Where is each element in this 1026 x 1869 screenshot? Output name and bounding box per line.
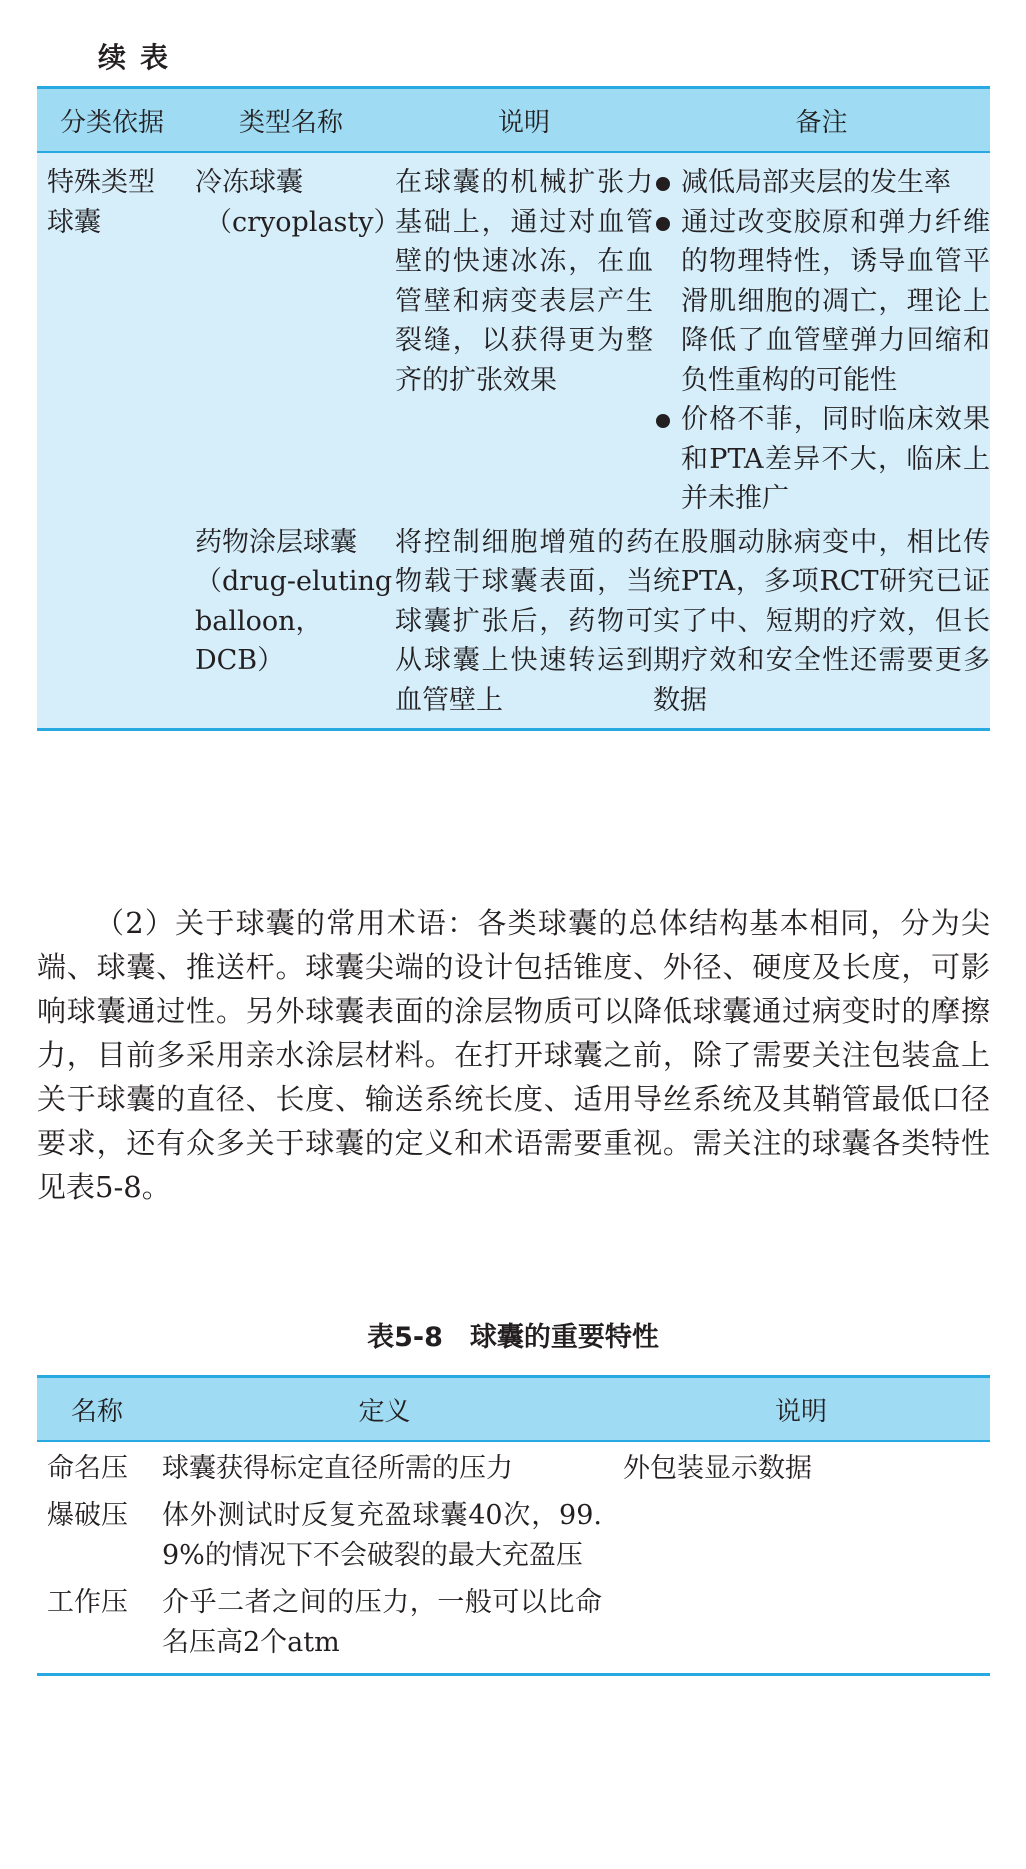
type-description: 将控制细胞增殖的药物载于球囊表面，当球囊扩张后，药物可从球囊上快速转运到血管壁上	[395, 526, 653, 716]
property-name: 工作压	[47, 1587, 128, 1618]
type-name-main: 冷冻球囊	[195, 167, 303, 198]
type-name	[187, 523, 395, 721]
table-header	[37, 89, 990, 153]
table-row	[37, 519, 990, 729]
table-row	[37, 1576, 990, 1673]
property-note	[612, 1496, 990, 1576]
body-paragraph: （2）关于球囊的常用术语：各类球囊的总体结构基本相同，分为尖端、球囊、推送杆。球囊尖端的设计包括锥度、外径、硬度及长度，可影响球囊通过性。另外球囊表面的涂层物质可以降低球囊通过病变时的摩擦力，目前多采用亲水涂层材料。在打开球囊之前，除了需要关注包装盒上关于球囊的直径、长度、输送系统长度、适用导丝系统及其鞘管最低口径要求，还有众多关于球囊的定义和术语需要重视。需关注的球囊各类特性见表5-8。	[37, 906, 990, 1204]
type-name	[187, 163, 401, 519]
table-row	[37, 153, 990, 519]
property-note	[612, 1583, 990, 1663]
property-name: 命名压	[47, 1453, 128, 1484]
table-header	[37, 1378, 990, 1442]
header-cell: 说明	[774, 1396, 827, 1427]
property-definition: 介乎二者之间的压力，一般可以比命名压高2个atm	[162, 1587, 602, 1658]
group-label: 特殊类型球囊	[47, 167, 155, 238]
table-row	[37, 1442, 990, 1489]
note-bullet: 通过改变胶原和弹力纤维的物理特性，诱导血管平滑肌细胞的凋亡，理论上降低了血管壁弹力回缩和负性重构的可能性	[653, 203, 990, 401]
header-cell: 分类依据	[59, 107, 164, 138]
type-name-sub: （cryoplasty）	[205, 206, 401, 238]
property-definition: 体外测试时反复充盈球囊40次，99.9%的情况下不会破裂的最大充盈压	[162, 1500, 602, 1571]
note-bullet: 价格不菲，同时临床效果和PTA差异不大，临床上并未推广	[653, 400, 990, 519]
header-cell: 名称	[70, 1396, 123, 1427]
table-caption: 表5-8 球囊的重要特性	[367, 1322, 659, 1353]
balloon-types-table	[37, 86, 990, 731]
type-description: 在球囊的机械扩张力基础上，通过对血管壁的快速冰冻，在血管壁和病变表层产生裂缝，以获得更为整齐的扩张效果	[395, 167, 653, 396]
type-notes: 在股腘动脉病变中，相比传统PTA，多项RCT研究已证实了中、短期的疗效，但长期疗效和安全性还需要更多数据	[653, 526, 990, 716]
type-name-sub: （drug-eluting balloon，DCB）	[195, 566, 393, 676]
header-cell: 类型名称	[238, 107, 343, 138]
header-cell: 说明	[497, 107, 550, 138]
balloon-properties-table	[37, 1375, 990, 1676]
property-definition: 球囊获得标定直径所需的压力	[162, 1453, 513, 1484]
type-name-main: 药物涂层球囊	[195, 526, 357, 558]
continued-table-label: 续表	[98, 41, 183, 74]
note-bullet: 减低局部夹层的发生率	[653, 163, 990, 203]
property-note: 外包装显示数据	[623, 1453, 812, 1484]
table-row	[37, 1489, 990, 1576]
property-name: 爆破压	[47, 1500, 128, 1531]
type-notes	[653, 163, 990, 519]
header-cell: 备注	[795, 107, 848, 138]
header-cell: 定义	[358, 1396, 411, 1427]
